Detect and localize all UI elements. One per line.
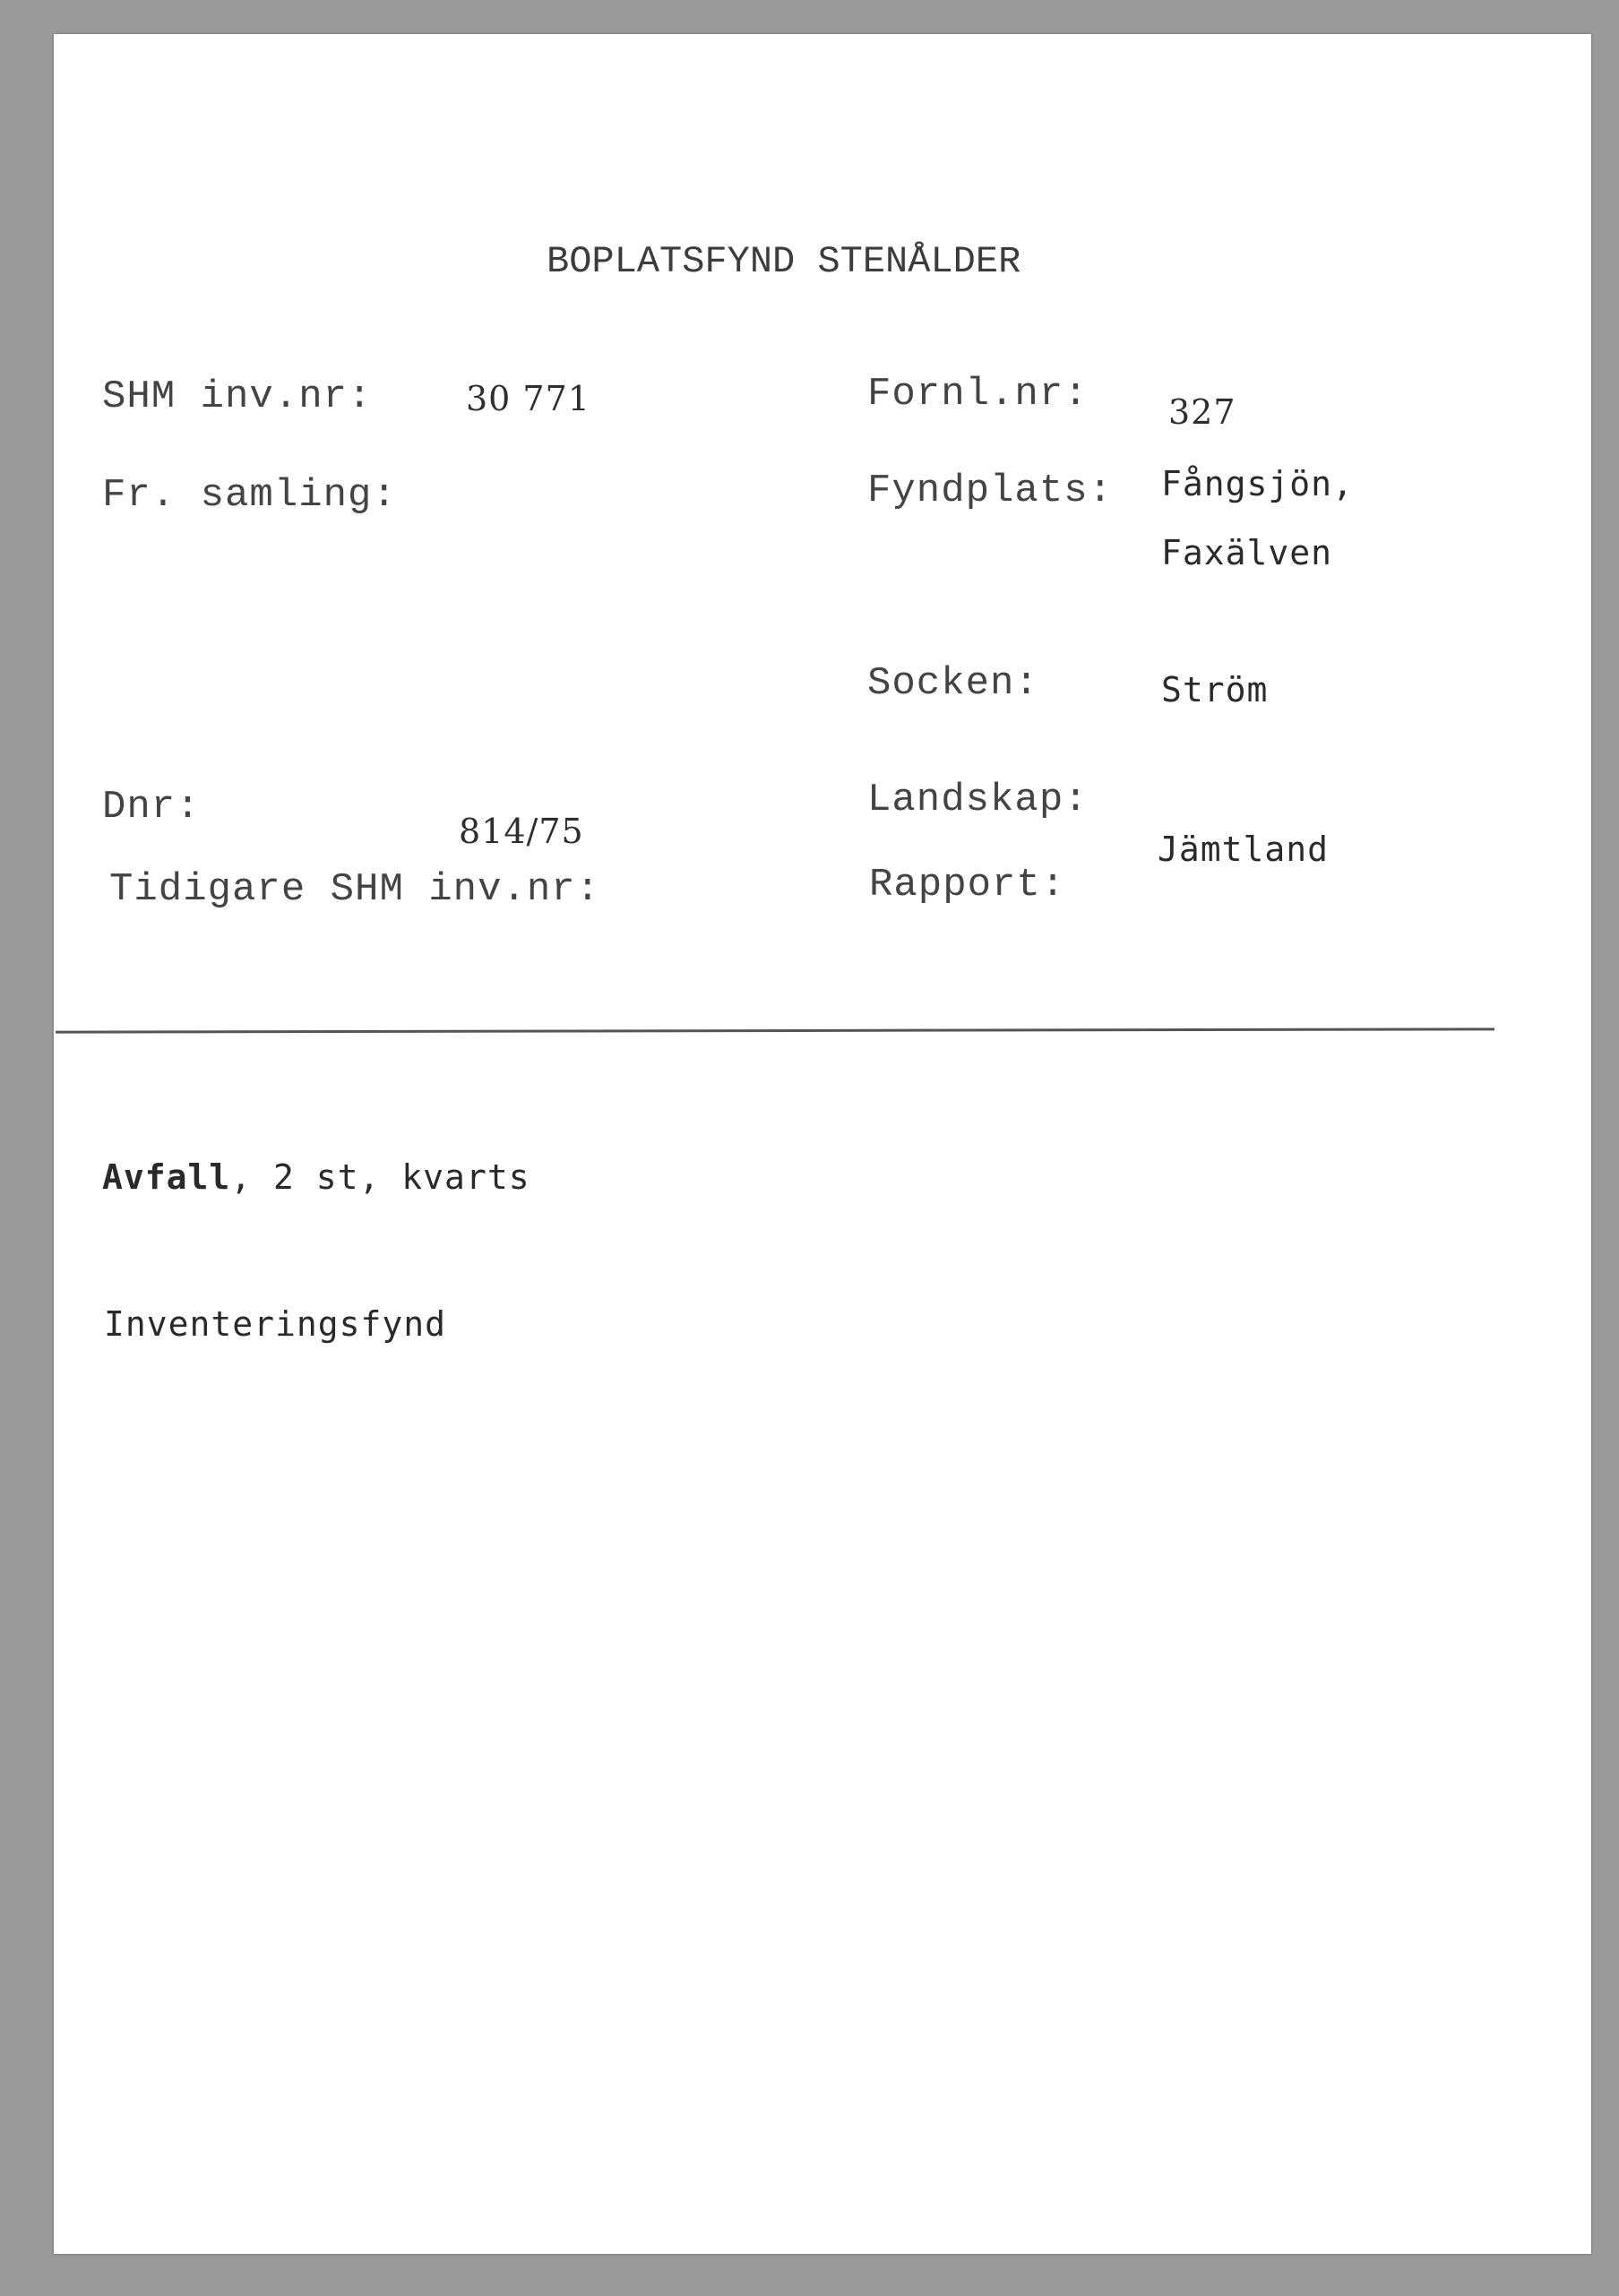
fyndplats-value-line2: Faxälven [1161,533,1333,572]
find-description [102,1157,530,1197]
find-type: Avfall [102,1157,231,1197]
fyndplats-value-line1: Fångsjön, [1161,464,1354,503]
fornl-value: 327 [1168,392,1236,432]
dnr-value: 814/75 [459,812,584,851]
tidigare-label: Tidigare SHM inv.nr: [109,867,601,912]
shm-inv-value: 30 771 [466,379,590,418]
landskap-value: Jämtland [1158,830,1330,869]
rapport-label: Rapport: [869,863,1066,907]
landskap-label: Landskap: [867,778,1089,822]
find-note: Inventeringsfynd [104,1304,447,1344]
dnr-label: Dnr: [102,785,201,830]
socken-label: Socken: [867,661,1039,706]
fyndplats-label: Fyndplats: [867,469,1114,513]
fornl-label: Fornl.nr: [867,372,1089,417]
socken-value: Ström [1161,670,1269,709]
find-details: , 2 st, kvarts [230,1157,530,1197]
fr-samling-label: Fr. samling: [102,473,397,518]
catalog-card [54,34,1591,2254]
shm-inv-label: SHM inv.nr: [102,374,373,419]
card-title: BOPLATSFYND STENÅLDER [547,240,1021,283]
